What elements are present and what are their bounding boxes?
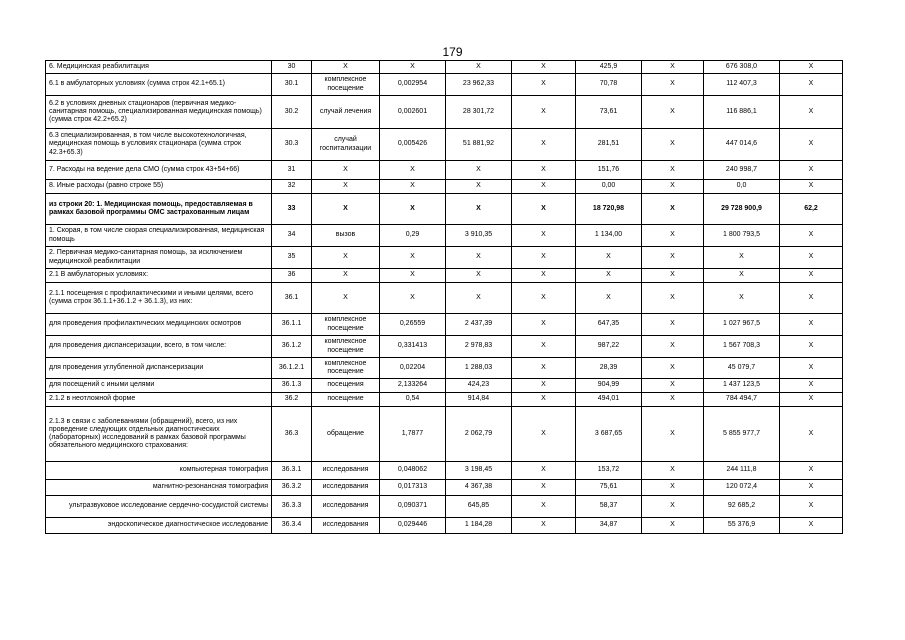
col6-cell: Х	[512, 358, 576, 379]
unit-cell: исследования	[312, 462, 380, 480]
col8-cell: Х	[642, 61, 704, 74]
row-code-cell: 36.3.2	[272, 480, 312, 496]
col10-cell: Х	[780, 283, 843, 314]
norm-cell: Х	[380, 180, 446, 194]
unit-cell: комплексное посещение	[312, 336, 380, 358]
col9-cell: Х	[704, 269, 780, 283]
row-code-cell: 36.1.1	[272, 314, 312, 336]
col6-cell: Х	[512, 314, 576, 336]
table-row	[46, 518, 843, 534]
unit-cell: Х	[312, 61, 380, 74]
unit-cell: случай лечения	[312, 96, 380, 129]
col9-cell: 45 079,7	[704, 358, 780, 379]
col8-cell: Х	[642, 129, 704, 161]
table-row	[46, 314, 843, 336]
row-code-cell: 36.1.2	[272, 336, 312, 358]
row-code-cell: 36.1.3	[272, 379, 312, 393]
col9-cell: 0,0	[704, 180, 780, 194]
col7-cell: 647,35	[576, 314, 642, 336]
row-name-cell: эндоскопическое диагностическое исследование	[46, 518, 272, 534]
row-code-cell: 31	[272, 161, 312, 180]
unit-cell: вызов	[312, 225, 380, 247]
col9-cell: 116 886,1	[704, 96, 780, 129]
col10-cell: Х	[780, 480, 843, 496]
row-code-cell: 36.3.1	[272, 462, 312, 480]
row-code-cell: 30.2	[272, 96, 312, 129]
col7-cell: 28,39	[576, 358, 642, 379]
col9-cell: Х	[704, 283, 780, 314]
table-row	[46, 407, 843, 462]
col8-cell: Х	[642, 480, 704, 496]
col9-cell: 1 567 708,3	[704, 336, 780, 358]
row-code-cell: 36.1	[272, 283, 312, 314]
col6-cell: Х	[512, 194, 576, 225]
col8-cell: Х	[642, 180, 704, 194]
col7-cell: 58,37	[576, 496, 642, 518]
norm-cell: 0,005426	[380, 129, 446, 161]
row-code-cell: 36	[272, 269, 312, 283]
norm-cell: 0,54	[380, 393, 446, 407]
col7-cell: Х	[576, 247, 642, 269]
col7-cell: 75,61	[576, 480, 642, 496]
norm-cell: 0,002954	[380, 74, 446, 96]
cost-cell: 2 978,83	[446, 336, 512, 358]
col8-cell: Х	[642, 225, 704, 247]
col7-cell: 494,01	[576, 393, 642, 407]
col8-cell: Х	[642, 96, 704, 129]
norm-cell: 0,002601	[380, 96, 446, 129]
norm-cell: Х	[380, 283, 446, 314]
col7-cell: 70,78	[576, 74, 642, 96]
col7-cell: 904,99	[576, 379, 642, 393]
col10-cell: Х	[780, 180, 843, 194]
table-row	[46, 74, 843, 96]
row-code-cell: 32	[272, 180, 312, 194]
norm-cell: 2,133264	[380, 379, 446, 393]
norm-cell: 0,048062	[380, 462, 446, 480]
col7-cell: Х	[576, 283, 642, 314]
row-name-cell: ультразвуковое исследование сердечно-сосудистой системы	[46, 496, 272, 518]
col6-cell: Х	[512, 462, 576, 480]
row-name-cell: для посещений с иными целями	[46, 379, 272, 393]
col6-cell: Х	[512, 180, 576, 194]
cost-cell: 28 301,72	[446, 96, 512, 129]
norm-cell: 0,029446	[380, 518, 446, 534]
cost-cell: 51 881,92	[446, 129, 512, 161]
unit-cell: Х	[312, 247, 380, 269]
norm-cell: Х	[380, 61, 446, 74]
col10-cell: Х	[780, 379, 843, 393]
col9-cell: 120 072,4	[704, 480, 780, 496]
cost-cell: Х	[446, 247, 512, 269]
table-row	[46, 180, 843, 194]
col8-cell: Х	[642, 379, 704, 393]
col6-cell: Х	[512, 283, 576, 314]
unit-cell: посещения	[312, 379, 380, 393]
col7-cell: 153,72	[576, 462, 642, 480]
col7-cell: 3 687,65	[576, 407, 642, 462]
col10-cell: Х	[780, 462, 843, 480]
col10-cell: Х	[780, 161, 843, 180]
row-name-cell: 2.1.3 в связи с заболеваниями (обращений), всего, из них проведение следующих отдельных диагностических (лабораторных) исследований в рамках базовой программы обязательного медицинского страхования:	[46, 407, 272, 462]
col7-cell: 34,87	[576, 518, 642, 534]
col6-cell: Х	[512, 379, 576, 393]
col10-cell: Х	[780, 96, 843, 129]
col6-cell: Х	[512, 407, 576, 462]
row-name-cell: для проведения профилактических медицинских осмотров	[46, 314, 272, 336]
col8-cell: Х	[642, 269, 704, 283]
table-row	[46, 269, 843, 283]
col8-cell: Х	[642, 336, 704, 358]
col8-cell: Х	[642, 194, 704, 225]
col6-cell: Х	[512, 393, 576, 407]
row-code-cell: 36.3.3	[272, 496, 312, 518]
unit-cell: Х	[312, 180, 380, 194]
cost-cell: Х	[446, 283, 512, 314]
cost-cell: Х	[446, 269, 512, 283]
cost-cell: Х	[446, 161, 512, 180]
unit-cell: случай госпитализации	[312, 129, 380, 161]
norm-cell: 1,7877	[380, 407, 446, 462]
col9-cell: Х	[704, 247, 780, 269]
page-number: 179	[442, 45, 463, 59]
table-row	[46, 379, 843, 393]
table-row	[46, 480, 843, 496]
unit-cell: Х	[312, 194, 380, 225]
cost-cell: 3 910,35	[446, 225, 512, 247]
row-code-cell: 30.3	[272, 129, 312, 161]
table-row	[46, 129, 843, 161]
norm-cell: Х	[380, 247, 446, 269]
col9-cell: 92 685,2	[704, 496, 780, 518]
norm-cell: 0,02204	[380, 358, 446, 379]
norm-cell: 0,017313	[380, 480, 446, 496]
table-row	[46, 462, 843, 480]
col6-cell: Х	[512, 480, 576, 496]
col9-cell: 1 800 793,5	[704, 225, 780, 247]
row-name-cell: для проведения диспансеризации, всего, в том числе:	[46, 336, 272, 358]
unit-cell: Х	[312, 161, 380, 180]
row-code-cell: 30	[272, 61, 312, 74]
cost-cell: 4 367,38	[446, 480, 512, 496]
row-name-cell: 6. Медицинская реабилитация	[46, 61, 272, 74]
col9-cell: 784 494,7	[704, 393, 780, 407]
table-row	[46, 96, 843, 129]
col10-cell: Х	[780, 74, 843, 96]
col9-cell: 676 308,0	[704, 61, 780, 74]
row-name-cell: 6.2 в условиях дневных стационаров (первичная медико-санитарная помощь, специализированная медицинская помощь) (сумма строк 42.2+65.2)	[46, 96, 272, 129]
col10-cell: Х	[780, 247, 843, 269]
row-name-cell: 2.1.2 в неотложной форме	[46, 393, 272, 407]
col9-cell: 112 407,3	[704, 74, 780, 96]
row-name-cell: компьютерная томография	[46, 462, 272, 480]
col6-cell: Х	[512, 129, 576, 161]
table-row	[46, 161, 843, 180]
unit-cell: исследования	[312, 518, 380, 534]
col6-cell: Х	[512, 74, 576, 96]
col10-cell: Х	[780, 129, 843, 161]
unit-cell: посещение	[312, 393, 380, 407]
col7-cell: 987,22	[576, 336, 642, 358]
financial-table	[45, 60, 843, 534]
unit-cell: Х	[312, 283, 380, 314]
row-name-cell: из строки 20: 1. Медицинская помощь, предоставляемая в рамках базовой программы ОМС застрахованным лицам	[46, 194, 272, 225]
col9-cell: 55 376,9	[704, 518, 780, 534]
col8-cell: Х	[642, 161, 704, 180]
col8-cell: Х	[642, 393, 704, 407]
col8-cell: Х	[642, 247, 704, 269]
row-name-cell: 2. Первичная медико-санитарная помощь, за исключением медицинской реабилитации	[46, 247, 272, 269]
cost-cell: 1 184,28	[446, 518, 512, 534]
table-row	[46, 225, 843, 247]
col10-cell: Х	[780, 407, 843, 462]
col6-cell: Х	[512, 96, 576, 129]
table-row	[46, 247, 843, 269]
col6-cell: Х	[512, 269, 576, 283]
col10-cell: Х	[780, 61, 843, 74]
col7-cell: 281,51	[576, 129, 642, 161]
table-row	[46, 336, 843, 358]
col10-cell: Х	[780, 393, 843, 407]
col10-cell: 62,2	[780, 194, 843, 225]
row-name-cell: 2.1.1 посещения с профилактическими и иными целями, всего (сумма строк 36.1.1+36.1.2 + 36.1.3), из них:	[46, 283, 272, 314]
cost-cell: Х	[446, 180, 512, 194]
col10-cell: Х	[780, 358, 843, 379]
cost-cell: Х	[446, 61, 512, 74]
row-name-cell: магнитно-резонансная томография	[46, 480, 272, 496]
table-row	[46, 358, 843, 379]
col9-cell: 5 855 977,7	[704, 407, 780, 462]
norm-cell: Х	[380, 194, 446, 225]
col9-cell: 29 728 900,9	[704, 194, 780, 225]
col6-cell: Х	[512, 161, 576, 180]
col8-cell: Х	[642, 496, 704, 518]
col6-cell: Х	[512, 247, 576, 269]
col7-cell: 1 134,00	[576, 225, 642, 247]
col10-cell: Х	[780, 336, 843, 358]
row-name-cell: 1. Скорая, в том числе скорая специализированная, медицинская помощь	[46, 225, 272, 247]
cost-cell: 2 437,39	[446, 314, 512, 336]
norm-cell: 0,26559	[380, 314, 446, 336]
row-name-cell: 7. Расходы на ведение дела СМО (сумма строк 43+54+66)	[46, 161, 272, 180]
col9-cell: 1 027 967,5	[704, 314, 780, 336]
row-name-cell: 6.1 в амбулаторных условиях (сумма строк 42.1+65.1)	[46, 74, 272, 96]
col6-cell: Х	[512, 336, 576, 358]
col9-cell: 1 437 123,5	[704, 379, 780, 393]
cost-cell: 23 962,33	[446, 74, 512, 96]
cost-cell: 2 062,79	[446, 407, 512, 462]
col7-cell: Х	[576, 269, 642, 283]
col10-cell: Х	[780, 314, 843, 336]
norm-cell: 0,090371	[380, 496, 446, 518]
table-row	[46, 393, 843, 407]
row-name-cell: 6.3 специализированная, в том числе высокотехнологичная, медицинская помощь в условиях стационара (сумма строк 42.3+65.3)	[46, 129, 272, 161]
col6-cell: Х	[512, 518, 576, 534]
cost-cell: 645,85	[446, 496, 512, 518]
norm-cell: Х	[380, 161, 446, 180]
table-row	[46, 496, 843, 518]
unit-cell: исследования	[312, 480, 380, 496]
col8-cell: Х	[642, 283, 704, 314]
table-row	[46, 194, 843, 225]
row-name-cell: для проведения углубленной диспансеризации	[46, 358, 272, 379]
col6-cell: Х	[512, 496, 576, 518]
col8-cell: Х	[642, 314, 704, 336]
cost-cell: 424,23	[446, 379, 512, 393]
col7-cell: 73,61	[576, 96, 642, 129]
col9-cell: 240 998,7	[704, 161, 780, 180]
col8-cell: Х	[642, 358, 704, 379]
col6-cell: Х	[512, 225, 576, 247]
unit-cell: комплексное посещение	[312, 358, 380, 379]
unit-cell: комплексное посещение	[312, 314, 380, 336]
norm-cell: 0,331413	[380, 336, 446, 358]
row-code-cell: 36.3.4	[272, 518, 312, 534]
col10-cell: Х	[780, 225, 843, 247]
row-name-cell: 8. Иные расходы (равно строке 55)	[46, 180, 272, 194]
col7-cell: 425,9	[576, 61, 642, 74]
cost-cell: 3 198,45	[446, 462, 512, 480]
col10-cell: Х	[780, 496, 843, 518]
col8-cell: Х	[642, 518, 704, 534]
row-code-cell: 36.1.2.1	[272, 358, 312, 379]
col10-cell: Х	[780, 269, 843, 283]
table-row	[46, 61, 843, 74]
col8-cell: Х	[642, 407, 704, 462]
row-code-cell: 34	[272, 225, 312, 247]
row-code-cell: 30.1	[272, 74, 312, 96]
col9-cell: 447 014,6	[704, 129, 780, 161]
col7-cell: 151,76	[576, 161, 642, 180]
col10-cell: Х	[780, 518, 843, 534]
row-code-cell: 36.3	[272, 407, 312, 462]
row-name-cell: 2.1 В амбулаторных условиях:	[46, 269, 272, 283]
norm-cell: 0,29	[380, 225, 446, 247]
col8-cell: Х	[642, 74, 704, 96]
col7-cell: 0,00	[576, 180, 642, 194]
cost-cell: 914,84	[446, 393, 512, 407]
table-body	[46, 61, 843, 534]
unit-cell: обращение	[312, 407, 380, 462]
col6-cell: Х	[512, 61, 576, 74]
row-code-cell: 35	[272, 247, 312, 269]
row-code-cell: 33	[272, 194, 312, 225]
col7-cell: 18 720,98	[576, 194, 642, 225]
cost-cell: 1 288,03	[446, 358, 512, 379]
table-row	[46, 283, 843, 314]
col9-cell: 244 111,8	[704, 462, 780, 480]
unit-cell: комплексное посещение	[312, 74, 380, 96]
col8-cell: Х	[642, 462, 704, 480]
unit-cell: исследования	[312, 496, 380, 518]
unit-cell: Х	[312, 269, 380, 283]
cost-cell: Х	[446, 194, 512, 225]
norm-cell: Х	[380, 269, 446, 283]
row-code-cell: 36.2	[272, 393, 312, 407]
